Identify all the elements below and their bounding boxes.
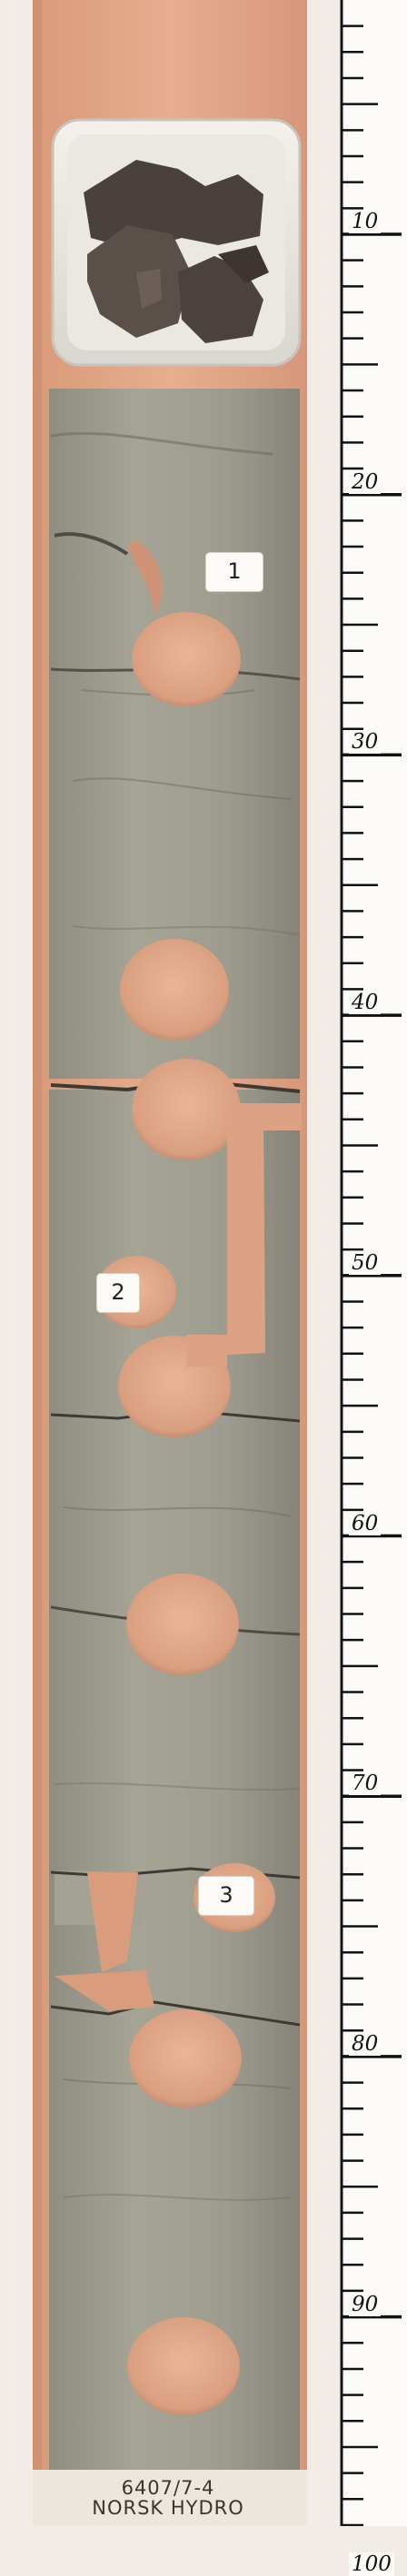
plug-hole xyxy=(129,2009,242,2107)
scale-label-30: 30 xyxy=(349,730,381,754)
scale-label-10: 10 xyxy=(349,210,381,233)
plug-hole xyxy=(126,1574,239,1675)
scale-label-90: 90 xyxy=(349,2293,381,2316)
scale-label-80: 80 xyxy=(349,2032,381,2056)
plug-hole xyxy=(132,612,241,706)
scale-label-40: 40 xyxy=(349,991,381,1014)
plug-hole xyxy=(132,1059,241,1160)
sample-tag-3: 3 xyxy=(198,1876,254,1916)
plug-hole xyxy=(120,939,229,1041)
plug-hole xyxy=(127,2317,240,2415)
scale-label-20: 20 xyxy=(349,470,381,494)
scale-label-100: 100 xyxy=(349,2552,394,2576)
well-label: 6407/7-4 xyxy=(121,2477,215,2499)
scale-label-60: 60 xyxy=(349,1512,381,1535)
scale-label-70: 70 xyxy=(349,1772,381,1795)
scale-label-50: 50 xyxy=(349,1251,381,1275)
sample-cup xyxy=(53,120,300,365)
sample-tag-1: 1 xyxy=(205,552,263,592)
company-label: NORSK HYDRO xyxy=(92,2497,244,2519)
sample-tag-2: 2 xyxy=(96,1273,140,1313)
